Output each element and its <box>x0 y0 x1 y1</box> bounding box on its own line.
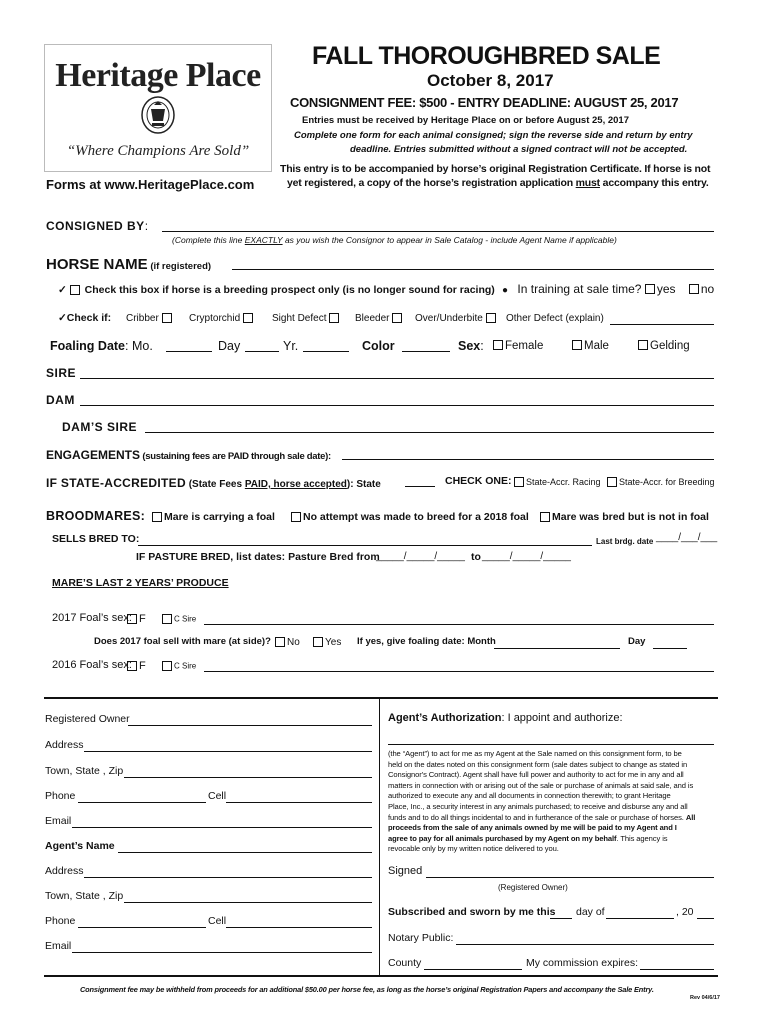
email-field[interactable] <box>72 816 372 828</box>
check-one-label: CHECK ONE: <box>445 475 512 487</box>
dam-label: DAM <box>46 393 75 407</box>
complete-notice-2: deadline. Entries submitted without a signed contract will not be accepted. <box>350 144 688 155</box>
email-label: Email <box>45 815 72 827</box>
authorization-text: (the “Agent”) to act for me as my Agent at the Sale named on this consignment form, to be held on the dates noted on this consignment form (sale dates subject to change as stated in Consignor's Contract). Agent shall have full power and authority to act for me in any and all matters in connection with or arising out of the sale or purchase of animals at said sale, and is authorized to execute any and all documents in connection therewith; to grant Heritage Place, Inc., a security interest in any animals purchased; to receive and disburse any and all funds and to do all things incidental to and in furtherance of the sale or purchase of horses. All proceeds from the sale of any animals owned by me will be paid to my Agent and I agree to pay for all animals purchased by my Agent on my behalf. This agency is revocable only by my written notice delivered to you. <box>388 749 696 854</box>
sire-field[interactable] <box>80 367 714 379</box>
consigned-by-field[interactable] <box>162 220 714 232</box>
foaling-day-label-2: Day <box>628 636 646 647</box>
foaling-row: Foaling Date: Mo. <box>50 339 153 353</box>
agent-email-label: Email <box>45 940 72 952</box>
broodmares-label: BROODMARES: <box>46 509 146 523</box>
state-accredited-row: IF STATE-ACCREDITED (State Fees PAID, horse accepted): State <box>46 476 381 490</box>
notary-field[interactable] <box>456 933 714 945</box>
sire-label: SIRE <box>46 366 77 380</box>
check-if-row: ✓Check if: <box>58 312 112 324</box>
foal-2017-f-option[interactable]: F <box>127 613 146 625</box>
registered-owner-caption: (Registered Owner) <box>498 883 568 892</box>
footer-note: Consignment fee may be withheld from proceeds for an additional $50.00 per horse fee, as long as the horse’s original Registration Papers and accompany the Sale Entry. <box>80 985 654 994</box>
condition-cryptorchid[interactable]: Cryptorchid <box>189 313 255 324</box>
foal-2017-label: 2017 Foal’s sex: <box>52 612 132 624</box>
sex-male-option[interactable]: Male <box>572 340 609 352</box>
agent-authorization-label: Agent’s Authorization: I appoint and authorize: <box>388 712 623 724</box>
training-no-checkbox[interactable] <box>689 284 699 294</box>
agent-address-field[interactable] <box>84 866 372 878</box>
sworn-day-field[interactable] <box>550 907 572 919</box>
sale-date: October 8, 2017 <box>427 71 554 90</box>
heritage-place-logo <box>44 44 272 172</box>
forms-url: Forms at www.HeritagePlace.com <box>46 177 255 192</box>
agent-cell-label: Cell <box>208 915 227 927</box>
foal-2017-c-option[interactable]: C Sire <box>162 614 196 625</box>
sell-with-mare-yes[interactable]: Yes <box>313 637 341 648</box>
address-label: Address <box>45 739 84 751</box>
fee-deadline: CONSIGNMENT FEE: $500 - ENTRY DEADLINE: AUGUST 25, 2017 <box>290 95 679 110</box>
cell-label: Cell <box>208 790 227 802</box>
color-field[interactable] <box>402 340 450 352</box>
day-of-label: day of <box>576 906 605 918</box>
engagements-label: ENGAGEMENTS (sustaining fees are PAID through sale date): <box>46 448 331 462</box>
foaling-day-label: Day <box>218 339 241 353</box>
county-label: County <box>388 957 422 969</box>
training-row: ● In training at sale time? yes no <box>502 282 715 296</box>
sell-with-mare-no[interactable]: No <box>275 637 300 648</box>
color-label: Color <box>362 339 395 353</box>
last-breeding-label: Last brdg. date <box>596 537 654 546</box>
foaling-year-field[interactable] <box>303 340 349 352</box>
commission-label: My commission expires: <box>526 957 639 969</box>
engagements-field[interactable] <box>342 448 714 460</box>
agent-email-field[interactable] <box>72 941 372 953</box>
consigned-by-note: (Complete this line EXACTLY as you wish the Consignor to appear in Sale Catalog - include Agent Name if applicable) <box>172 235 617 245</box>
no-attempt-option[interactable]: No attempt was made to breed for a 2018 foal <box>291 511 529 523</box>
foal-2016-f-option[interactable]: F <box>127 660 146 672</box>
condition-sight-defect[interactable]: Sight Defect <box>272 313 341 324</box>
dams-sire-label: DAM’S SIRE <box>62 420 138 434</box>
agent-address-label: Address <box>45 865 84 877</box>
cell-field[interactable] <box>226 791 372 803</box>
horse-name-field[interactable] <box>232 258 714 270</box>
year-label: , 20 <box>676 906 694 918</box>
sex-label: Sex: <box>458 339 484 353</box>
sex-female-option[interactable]: Female <box>493 340 543 352</box>
sell-with-mare-question: Does 2017 foal sell with mare (at side)? <box>94 636 271 647</box>
town-field[interactable] <box>124 766 372 778</box>
received-notice: Entries must be received by Heritage Place on or before August 25, 2017 <box>302 115 629 126</box>
agent-name-label: Agent’s Name <box>45 840 115 852</box>
pasture-bred-label: IF PASTURE BRED, list dates: Pasture Bred from <box>136 551 380 563</box>
state-breeding-option[interactable]: State-Accr. for Breeding <box>607 477 715 488</box>
agent-name-field[interactable] <box>118 841 372 853</box>
bred-not-in-foal-option[interactable]: Mare was bred but is not in foal <box>540 511 709 523</box>
foal-2016-c-option[interactable]: C Sire <box>162 661 196 672</box>
training-yes-checkbox[interactable] <box>645 284 655 294</box>
horse-name-label: HORSE NAME (if registered) <box>46 256 212 273</box>
foal-2017-sire-field[interactable] <box>204 613 714 625</box>
phone-field[interactable] <box>78 791 206 803</box>
breeding-prospect-row: ✓ Check this box if horse is a breeding prospect only (is no longer sound for racing) <box>58 284 495 296</box>
other-defect-label: Other Defect (explain) <box>506 313 604 324</box>
vertical-divider <box>379 699 380 975</box>
foaling-day-field[interactable] <box>245 340 279 352</box>
county-field[interactable] <box>424 958 522 970</box>
phone-label: Phone <box>45 790 76 802</box>
registered-owner-field[interactable] <box>128 714 372 726</box>
crest-icon <box>140 95 176 135</box>
foal-2016-sire-field[interactable] <box>204 660 714 672</box>
signature-field[interactable] <box>426 866 714 878</box>
dam-field[interactable] <box>80 394 714 406</box>
other-defect-field[interactable] <box>610 313 714 325</box>
condition-overbite[interactable]: Over/Underbite <box>415 313 498 324</box>
complete-notice-1: Complete one form for each animal consigned; sign the reverse side and return by entry <box>294 130 693 141</box>
address-field[interactable] <box>84 740 372 752</box>
pasture-to-label: to <box>471 551 481 563</box>
state-field[interactable] <box>405 475 435 487</box>
foal-2016-label: 2016 Foal’s sex: <box>52 659 132 671</box>
agent-phone-field[interactable] <box>78 916 206 928</box>
condition-cribber[interactable]: Cribber <box>126 313 174 324</box>
condition-bleeder[interactable]: Bleeder <box>355 313 404 324</box>
pasture-to-field[interactable]: _____/_____/_____ <box>482 551 571 562</box>
mare-carrying-option[interactable]: Mare is carrying a foal <box>152 511 275 523</box>
logo-slogan: “Where Champions Are Sold” <box>66 143 250 159</box>
registered-owner-label: Registered Owner <box>45 713 130 725</box>
registration-notice-1: This entry is to be accompanied by horse’s original Registration Certificate. If horse is not <box>280 163 711 175</box>
dams-sire-field[interactable] <box>145 421 714 433</box>
agent-town-field[interactable] <box>124 891 372 903</box>
footer-divider <box>44 975 718 977</box>
sex-gelding-option[interactable]: Gelding <box>638 340 690 352</box>
sworn-year-field[interactable] <box>697 907 714 919</box>
state-racing-option[interactable]: State-Accr. Racing <box>514 477 601 488</box>
foaling-month-input[interactable] <box>494 637 620 649</box>
page-title: FALL THOROUGHBRED SALE <box>312 42 661 70</box>
agent-cell-field[interactable] <box>226 916 372 928</box>
sworn-month-field[interactable] <box>606 907 674 919</box>
sells-bred-label: SELLS BRED TO: <box>52 533 140 545</box>
foaling-day-input[interactable] <box>653 637 687 649</box>
subscribed-label: Subscribed and sworn by me this <box>388 906 556 918</box>
signed-label: Signed <box>388 865 423 877</box>
logo-name: Heritage Place <box>55 57 261 94</box>
section-divider <box>44 697 718 699</box>
produce-heading: MARE’S LAST 2 YEARS’ PRODUCE <box>52 577 229 589</box>
revision-label: Rev 04/6/17 <box>690 995 720 1001</box>
agent-phone-label: Phone <box>45 915 76 927</box>
consigned-by-row: CONSIGNED BY: <box>46 219 149 233</box>
breeding-prospect-checkbox[interactable] <box>70 285 80 295</box>
foaling-month-label: If yes, give foaling date: Month <box>357 636 496 647</box>
foaling-year-label: Yr. <box>283 339 299 353</box>
pasture-from-field[interactable]: _____/_____/_____ <box>376 551 465 562</box>
foaling-month-field[interactable] <box>166 340 212 352</box>
notary-label: Notary Public: <box>388 932 454 944</box>
sells-bred-field[interactable] <box>138 534 592 546</box>
agent-authorization-field[interactable] <box>388 733 714 745</box>
town-label: Town, State , Zip <box>45 765 124 777</box>
last-breeding-field[interactable]: ____/___/___ <box>656 532 718 543</box>
registration-notice-2: yet registered, a copy of the horse’s registration application must accompany this entry. <box>287 177 709 189</box>
agent-town-label: Town, State , Zip <box>45 890 124 902</box>
commission-field[interactable] <box>640 958 714 970</box>
